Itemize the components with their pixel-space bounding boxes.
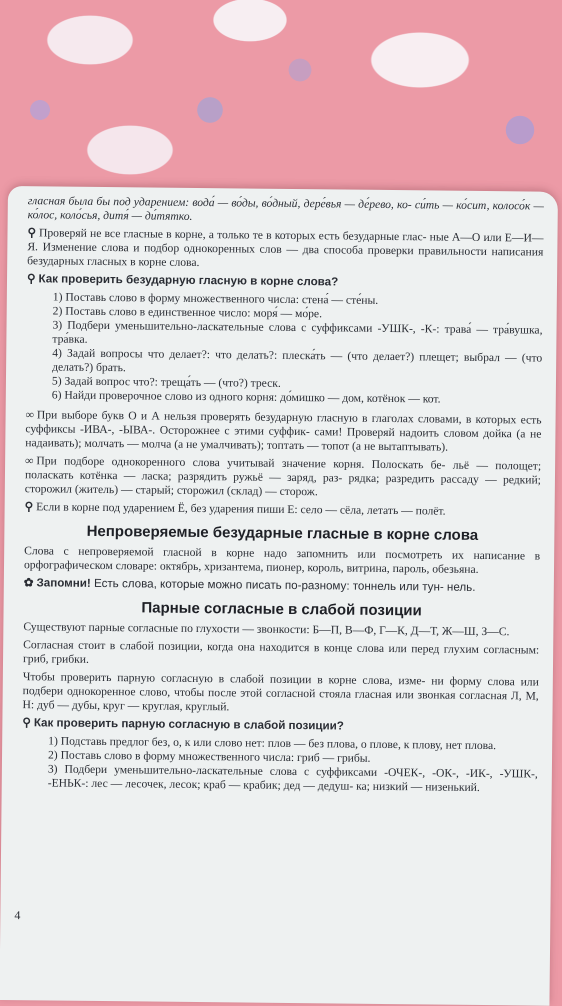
list-item: 3) Подбери уменьшительно-ласкательные слова с суффиксами -ОЧЕК-, -ОК-, -ИК-, -УШК-, -ЕНЬК-: лес — лесочек, лесок; краб — крабик; дед — дедуш- ка; низкий — низенький. bbox=[47, 762, 538, 794]
remember-text: Есть слова, которые можно писать по-разному: тоннель или тун- нель. bbox=[93, 576, 476, 594]
key-icon: ⚲ bbox=[27, 226, 37, 240]
remember-block bbox=[24, 576, 540, 595]
list-item: 6) Найди проверочное слово из одного корня: до́мишко — дом, котёнок — кот. bbox=[51, 388, 441, 406]
section-heading: Непроверяемые безударные гласные в корне слова bbox=[86, 522, 479, 544]
rule-text: Если в корне под ударением Ё, без ударения пиши Е: село — сёла, летать — полёт. bbox=[36, 500, 446, 518]
paragraph: Чтобы проверить парную согласную в слабой позиции в корне слова, изме- ни форму слова или подбери однокоренное слово, чтобы после этой согласной стояла гласная или звонкая согласная Л, М, Н: дуб — дубы, круг — круглая, круглый. bbox=[22, 670, 539, 714]
key-icon: ⚲ bbox=[26, 272, 36, 286]
rule-block bbox=[25, 500, 541, 519]
key-icon: ⚲ bbox=[24, 500, 34, 514]
list-item: 5) Задай вопрос что?: треща́ть — (что?) треск. bbox=[51, 374, 281, 390]
book-page bbox=[0, 186, 558, 1006]
question-text: Как проверить безударную гласную в корне слова? bbox=[38, 272, 339, 289]
infinity-icon: ∞ bbox=[25, 454, 34, 468]
infinity-icon: ∞ bbox=[25, 408, 34, 422]
key-icon: ⚲ bbox=[22, 716, 31, 730]
rule-block bbox=[25, 408, 541, 455]
question-text: Как проверить парную согласную в слабой позиции? bbox=[33, 716, 344, 733]
page-number: 4 bbox=[14, 908, 21, 923]
rule-text: При подборе однокоренного слова учитывай значение корня. Полоскать бе- льё — полощет; поласкать котёнка — ласка; разрядить ружьё — заряд, раз- рядка; разредить рассаду — редкий; сторожил (житель) — старый; сторожил (склад) — сторож. bbox=[24, 454, 542, 499]
paragraph: Согласная стоит в слабой позиции, когда она находится в конце слова или перед глухим согласным: гриб, грибки. bbox=[22, 638, 540, 666]
section-heading: Парные согласные в слабой позиции bbox=[141, 599, 422, 620]
question-heading bbox=[22, 716, 538, 735]
question-heading bbox=[27, 272, 543, 291]
list-item: 2) Поставь слово в единственное число: моря́ — мо́ре. bbox=[52, 304, 323, 321]
list-item: 3) Подбери уменьшительно-ласкательные слова с суффиксами -УШК-, -К-: трава́ — тра́вушка, тра́вка. bbox=[52, 318, 543, 346]
paragraph: Слова с непроверяемой гласной в корне надо запомнить или посмотреть их написание в орфографическом словаре: октябрь, хризантема, пионер, король, витрина, пароль, обезьяна. bbox=[23, 544, 541, 576]
page-content bbox=[22, 194, 544, 795]
intro-line: гласная была бы под ударением: вода́ — во́ды, во́дный, дере́вья — де́рево, ко- си́ть — ко́сит, колосо́к — ко́лос, коло́сья, дитя́ — ди́тятко. bbox=[27, 194, 544, 223]
rule-text: Проверяй не все гласные в корне, а только те в которых есть безударные глас- ные А—О или Е—И—Я. Изменение слова и подбор однокоренных слов — два способа проверки правильности написания безударных гласных в корне слова. bbox=[27, 226, 544, 270]
list-item: 1) Поставь слово в форму множественного числа: стена́ — сте́ны. bbox=[52, 290, 379, 307]
rule-text: При выборе букв О и А нельзя проверять безударную гласную в глаголах словами, в которых есть суффиксы -ИВА-, -ЫВА-. Осторожнее с этими суффик- сами! Проверяй надоить словом дойка (а не надаивать); молчать — молча (а не умалчивать); топтать — топот (а не вытаптывать). bbox=[25, 408, 542, 454]
list-item: 1) Подставь предлог без, о, к или слово нет: плов — без плова, о плове, к плову, нет плова. bbox=[48, 734, 497, 753]
flower-icon: ✿ bbox=[23, 576, 34, 590]
list-item: 4) Задай вопросы что делает?: что делать?: плеска́ть — (что делает?) плещет; выбрал — (что делать?) брать. bbox=[52, 346, 543, 375]
rule-block bbox=[25, 454, 541, 501]
paragraph: Существуют парные согласные по глухости — звонкости: Б—П, В—Ф, Г—К, Д—Т, Ж—Ш, З—С. bbox=[23, 620, 510, 639]
rule-block bbox=[27, 226, 543, 273]
remember-label: Запомни! bbox=[36, 576, 91, 590]
list-item: 2) Поставь слово в форму множественного числа: гриб — грибы. bbox=[47, 748, 371, 765]
